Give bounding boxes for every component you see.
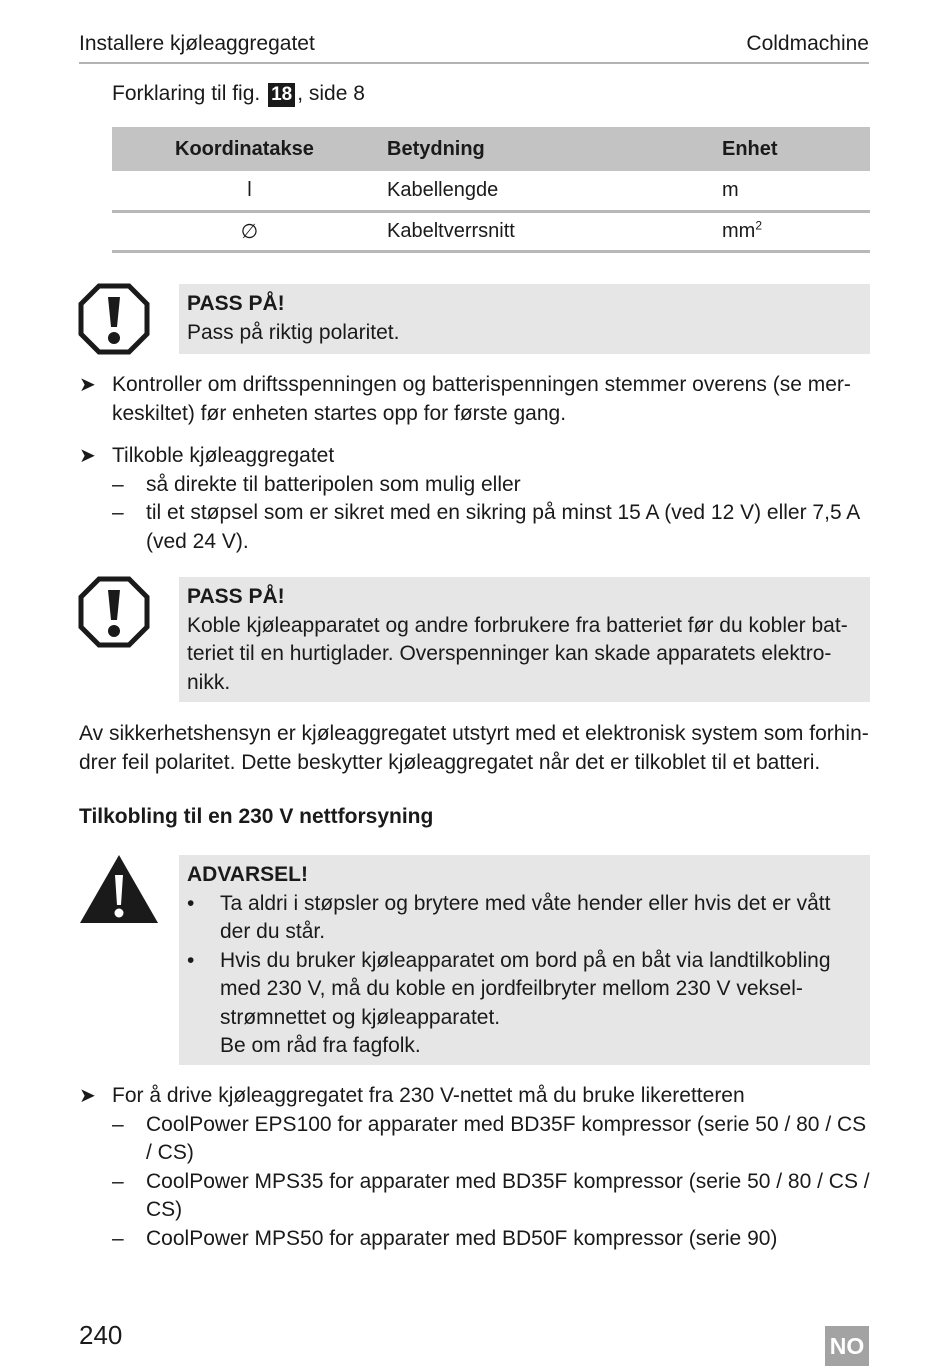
list-item (79, 499, 870, 556)
step-text: Tilkoble kjøleaggregatet (112, 444, 335, 467)
column-header-meaning: Betydning (387, 127, 722, 171)
instruction-step-connect (79, 442, 870, 556)
cell-axis: l (112, 171, 387, 211)
list-item (79, 1225, 870, 1254)
section-heading: Tilkobling til en 230 V nettforsyning (79, 805, 434, 828)
cell-axis: ∅ (112, 211, 387, 251)
dot-bullet: • (187, 948, 195, 972)
warning-title: ADVARSEL! (187, 863, 308, 886)
dash-bullet: – (112, 1112, 124, 1136)
notice-text: Koble kjøleapparatet og andre forbrukere fra batteriet før du kobler bat-teriet til en hurtiglader. Overspenninger kan skade apparatets elektro-nikk. (187, 613, 848, 694)
arrow-bullet-icon: ➤ (79, 445, 96, 467)
warning-list (187, 890, 862, 1033)
instruction-step-voltage-check (79, 371, 870, 428)
caption-prefix: Forklaring til fig. (112, 82, 261, 105)
header-product-name: Coldmachine (746, 32, 869, 55)
body-paragraph: Av sikkerhetshensyn er kjøleaggregatet utstyrt med et elektronisk system som forhin-drer feil polaritet. Dette beskytter kjøleaggregatet når det er tilkoblet til et batteri. (79, 722, 869, 774)
caption-suffix: , side 8 (297, 82, 365, 105)
cell-meaning: Kabellengde (387, 171, 722, 211)
dash-bullet: – (112, 472, 124, 496)
notice-box-charger (179, 577, 870, 702)
list-item-text: til et støpsel som er sikret med en sikring på minst 15 A (ved 12 V) eller 7,5 A (ved 24 V). (146, 501, 860, 553)
octagon-exclamation-icon (78, 576, 150, 648)
notice-title: PASS PÅ! (187, 292, 285, 315)
language-tab: NO (825, 1326, 869, 1366)
list-item-text: CoolPower EPS100 for apparater med BD35F kompressor (serie 50 / 80 / CS / CS) (146, 1112, 867, 1164)
list-item-text: så direkte til batteripolen som mulig eller (146, 472, 521, 496)
page-header (79, 32, 869, 64)
coordinate-table (112, 127, 870, 253)
table-header-row (112, 127, 870, 171)
unit-text: m (722, 178, 739, 201)
dash-bullet: – (112, 501, 124, 524)
list-item (79, 471, 870, 500)
header-section-title: Installere kjøleaggregatet (79, 32, 315, 55)
warning-box (179, 855, 870, 1065)
octagon-exclamation-icon (78, 283, 150, 355)
list-item-text: Hvis du bruker kjøleapparatet om bord på en båt via landtilkobling med 230 V, må du koble en jordfeilbryter mellom 230 V veksel-strømnettet og kjøleapparatet. (220, 948, 831, 1029)
cell-unit (722, 171, 870, 211)
table-row (112, 211, 870, 251)
list-item-text: Ta aldri i støpsler og brytere med våte hender eller hvis det er vått der du står. (220, 891, 831, 943)
list-item-text: CoolPower MPS35 for apparater med BD35F kompressor (serie 50 / 80 / CS / CS) (146, 1169, 870, 1221)
warning-continuation: Be om råd fra fagfolk. (220, 1034, 421, 1057)
notice-box-polarity (179, 284, 870, 354)
dot-bullet: • (187, 891, 195, 915)
dash-bullet: – (112, 1169, 124, 1193)
triangle-exclamation-icon (78, 853, 160, 925)
unit-text: mm (722, 219, 756, 242)
arrow-bullet-icon: ➤ (79, 374, 96, 396)
column-header-unit: Enhet (722, 127, 870, 171)
step-text: Kontroller om driftsspenningen og batterispenningen stemmer overens (se mer-keskiltet) før enheten startes opp for første gang. (112, 373, 851, 425)
notice-text: Pass på riktig polaritet. (187, 320, 400, 344)
table-row (112, 171, 870, 211)
list-item (79, 1111, 870, 1168)
arrow-bullet-icon: ➤ (79, 1085, 96, 1107)
table-caption (112, 82, 365, 107)
list-item-text: CoolPower MPS50 for apparater med BD50F kompressor (serie 90) (146, 1226, 778, 1250)
unit-superscript: 2 (755, 217, 763, 232)
page-number: 240 (79, 1320, 123, 1350)
column-header-axis: Koordinatakse (112, 127, 387, 171)
notice-title: PASS PÅ! (187, 585, 285, 608)
step-text: For å drive kjøleaggregatet fra 230 V-nettet må du bruke likeretteren (112, 1084, 745, 1107)
cell-unit (722, 211, 870, 251)
cell-meaning: Kabeltverrsnitt (387, 211, 722, 251)
dash-bullet: – (112, 1226, 124, 1250)
figure-reference-badge: 18 (268, 83, 295, 107)
list-item (187, 947, 862, 1033)
list-item (79, 1168, 870, 1225)
list-item (187, 890, 862, 947)
instruction-step-rectifier (79, 1082, 870, 1253)
